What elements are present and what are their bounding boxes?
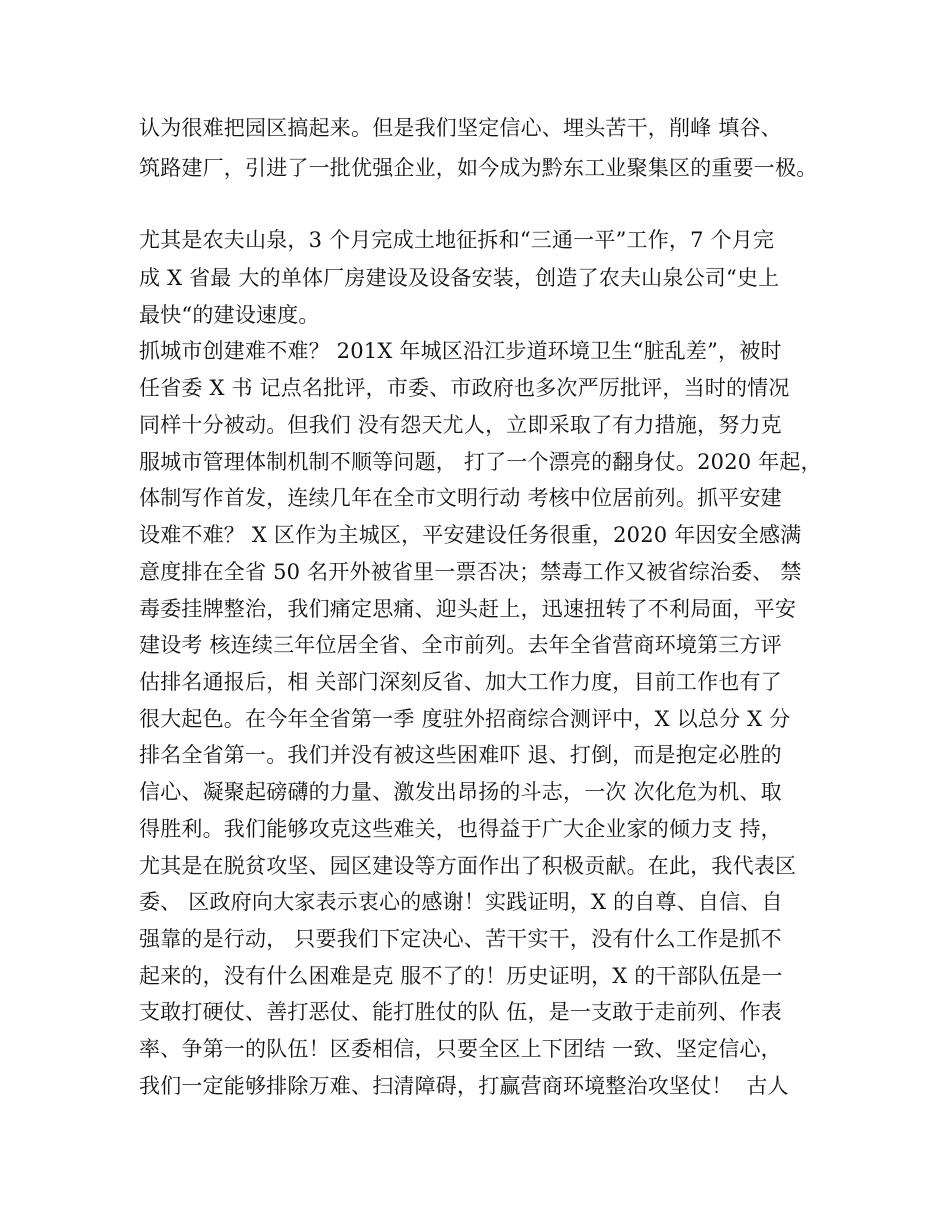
text-line: 意度排在全省 50 名开外被省里一票否决；禁毒工作又被省综治委、 禁 [139,560,802,584]
text-line: 估排名通报后，相 关部门深刻反省、加大工作力度，目前工作也有了 [139,670,782,694]
text-line: 认为很难把园区搞起来。但是我们坚定信心、埋头苦干，削峰 填谷、 [139,116,782,140]
text-line: 同样十分被动。但我们 没有怨天尤人，立即采取了有力措施，努力克 [139,413,782,437]
text-line: 设难不难？ X 区作为主城区，平安建设任务很重，2020 年因安全感满 [139,523,802,547]
text-line: 建设考 核连续三年位居全省、全市前列。去年全省营商环境第三方评 [139,633,782,657]
text-line: 最快“的建设速度。 [139,303,320,327]
text-line: 得胜利。我们能够攻克这些难关，也得益于广大企业家的倾力支 持， [139,817,782,841]
text-line: 很大起色。在今年全省第一季 度驻外招商综合测评中，X 以总分 X 分 [139,707,791,731]
text-line: 起来的，没有什么困难是克 服不了的！历史证明，X 的干部队伍是一 [139,964,783,988]
text-line: 抓城市创建难不难？ 201X 年城区沿江步道环境卫生“脏乱差”，被时 [139,339,782,363]
text-line: 我们一定能够排除万难、扫清障碍，打赢营商环境整治攻坚仗！ 古人 [139,1074,789,1098]
text-line: 排名全省第一。我们并没有被这些困难吓 退、打倒，而是抱定必胜的 [139,743,782,767]
text-line: 率、争第一的队伍！区委相信，只要全区上下团结 一致、坚定信心， [139,1037,782,1061]
text-line: 毒委挂牌整治，我们痛定思痛、迎头赶上，迅速扭转了不利局面，平安 [139,597,797,621]
text-line: 筑路建厂，引进了一批优强企业，如今成为黔东工业聚集区的重要一极。 [139,156,818,180]
text-line: 成 X 省最 大的单体厂房建设及设备安装，创造了农夫山泉公司“史上 [139,266,780,290]
text-line: 服城市管理体制机制不顺等问题， 打了一个漂亮的翻身仗。2020 年起， [139,450,822,474]
text-line: 尤其是农夫山泉，3 个月完成土地征拆和“三通一平”工作，7 个月完 [139,228,775,252]
text-line: 委、 区政府向大家表示衷心的感谢！实践证明，X 的自尊、自信、自 [139,890,783,914]
text-line: 信心、凝聚起磅礴的力量、激发出昂扬的斗志，一次 次化危为机、取 [139,780,782,804]
text-line: 尤其是在脱贫攻坚、园区建设等方面作出了积极贡献。在此，我代表区 [139,854,797,878]
text-line: 支敢打硬仗、善打恶仗、能打胜仗的队 伍，是一支敢于走前列、作表 [139,1000,782,1024]
text-line: 强靠的是行动， 只要我们下定决心、苦干实干，没有什么工作是抓不 [139,927,782,951]
text-line: 任省委 X 书 记点名批评，市委、市政府也多次严厉批评，当时的情况 [139,376,790,400]
text-line: 体制写作首发，连续几年在全市文明行动 考核中位居前列。抓平安建 [139,486,782,510]
